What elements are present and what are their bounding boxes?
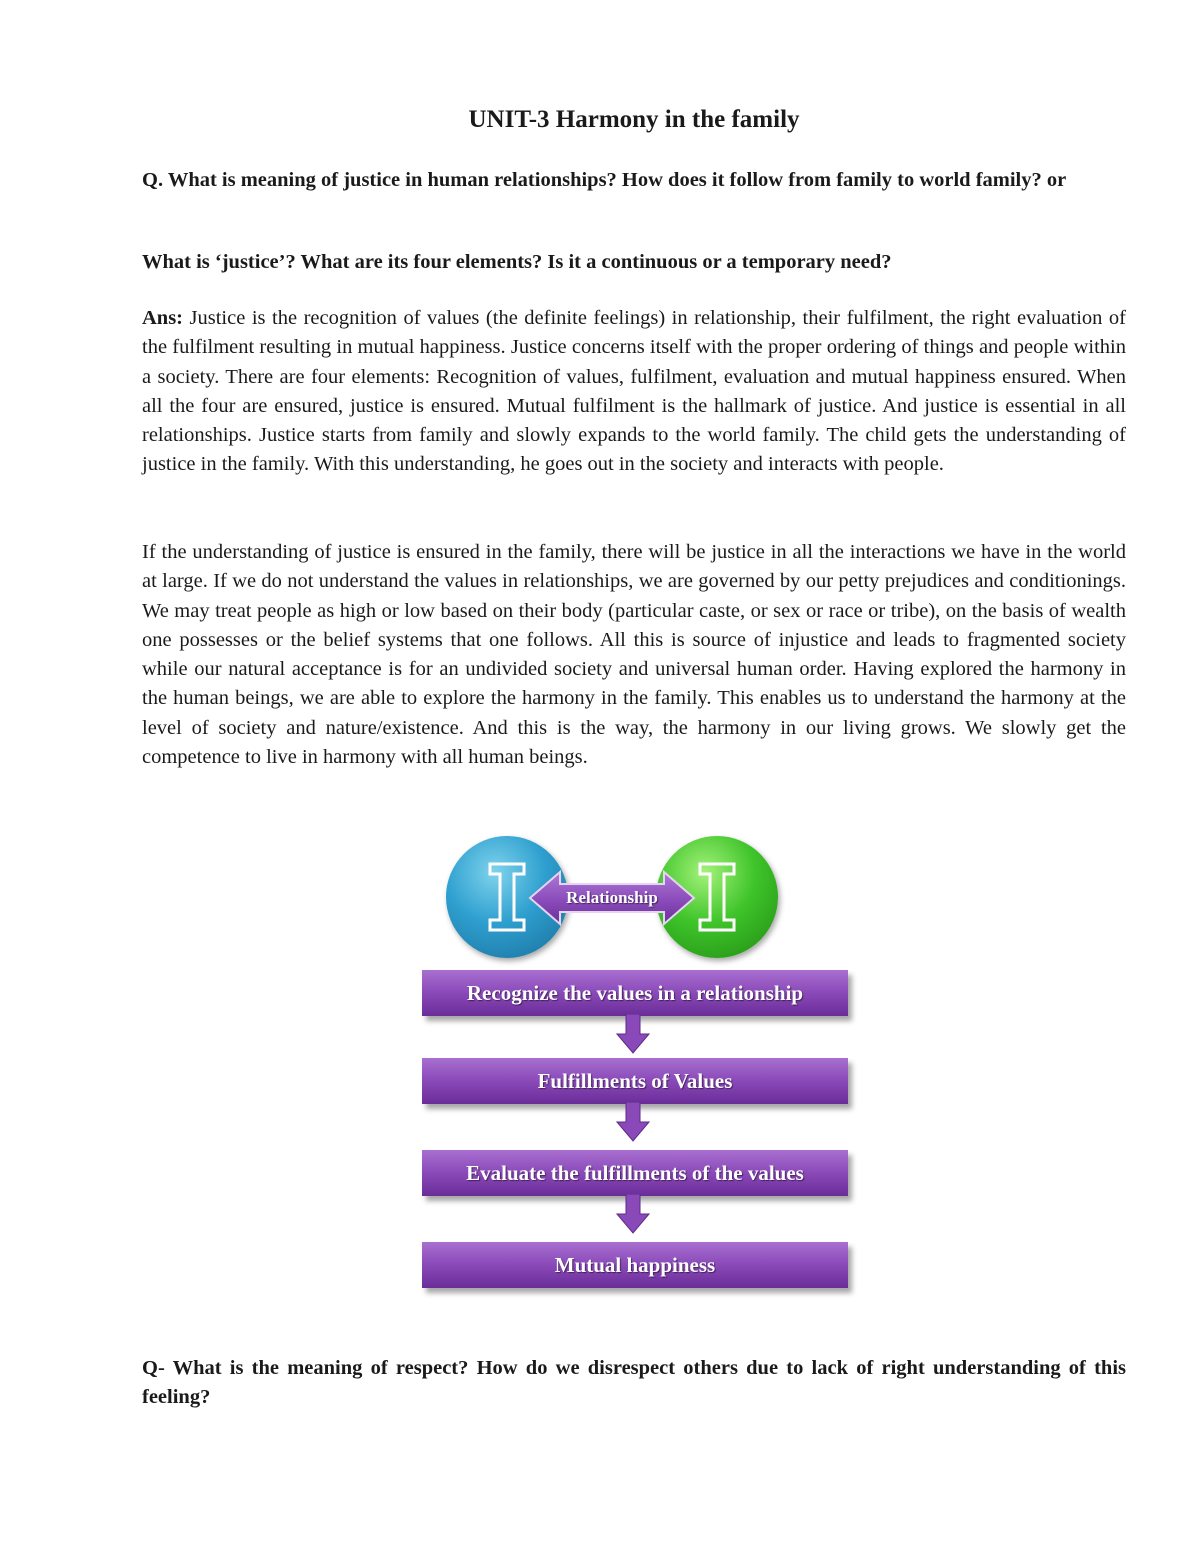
answer-label: Ans:	[142, 307, 184, 329]
justice-diagram	[420, 836, 852, 1298]
answer-text: Justice is the recognition of values (the definite feelings) in relationship, their fulfilment, the right evaluation of the fulfilment resulting in mutual happiness. Justice concerns itself with the proper ordering of things and people within a society. There are four elements: Recognition of values, fulfilment, evaluation and mutual happiness ensured. When all the four are ensured, justice is ensured. Mutual fulfilment is the hallmark of justice. And justice is essential in all relationships. Justice starts from family and slowly expands to the world family. The child gets the understanding of justice in the family. With this understanding, he goes out in the society and interacts with people.	[142, 307, 1126, 476]
question-justice-elements: What is ‘justice’? What are its four elements? Is it a continuous or a temporary need?	[142, 251, 892, 273]
down-arrow-icon	[616, 1102, 650, 1142]
down-arrow-icon	[616, 1014, 650, 1054]
step-recognize-values: Recognize the values in a relationship	[422, 970, 848, 1016]
step-mutual-happiness: Mutual happiness	[422, 1242, 848, 1288]
question-respect: Q- What is the meaning of respect? How do we disrespect others due to lack of right understanding of this feeling?	[142, 1357, 1126, 1408]
page-title: UNIT-3 Harmony in the family	[468, 106, 800, 133]
body-paragraph: If the understanding of justice is ensured in the family, there will be justice in all the interactions we have in the world at large. If we do not understand the values in relationships, we are governed by our petty prejudices and conditionings. We may treat people as high or low based on their body (particular caste, or sex or race or tribe), on the basis of wealth one possesses or the belief systems that one follows. All this is source of injustice and leads to fragmented society while our natural acceptance is for an undivided society and universal human order. Having explored the harmony in the human beings, we are able to explore the harmony in the family. This enables us to understand the harmony at the level of society and nature/existence. And this is the way, the harmony in our living grows. We slowly get the competence to live in harmony with all human beings.	[142, 541, 1126, 769]
step-fulfillment: Fulfillments of Values	[422, 1058, 848, 1104]
answer-paragraph	[142, 304, 1126, 480]
down-arrow-icon	[616, 1194, 650, 1234]
question-justice: Q. What is meaning of justice in human relationships? How does it follow from family to world family? or	[142, 169, 1067, 191]
relationship-label: Relationship	[566, 888, 658, 907]
step-evaluate: Evaluate the fulfillments of the values	[422, 1150, 848, 1196]
